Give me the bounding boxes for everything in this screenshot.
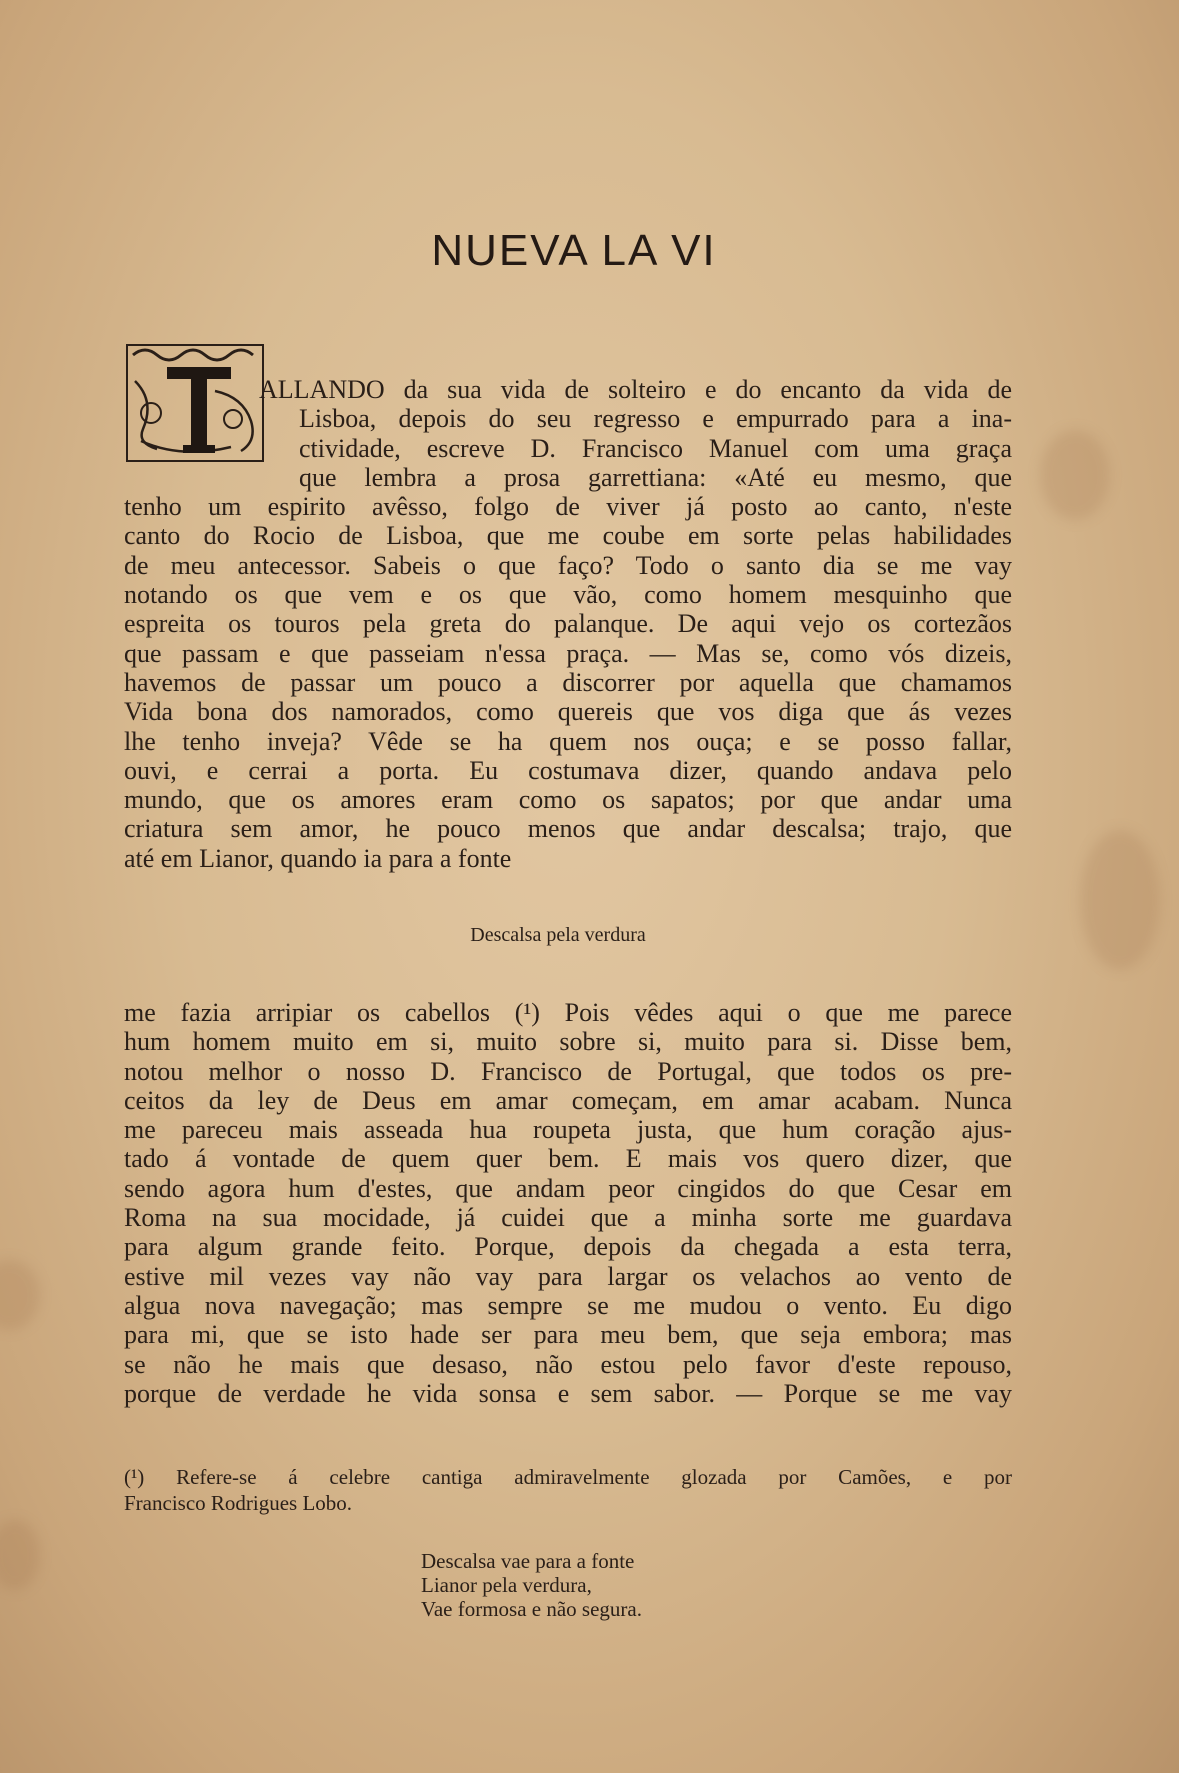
text-line: me pareceu mais asseada hua roupeta justa, que hum coração ajus- xyxy=(124,1115,1012,1145)
text-line: que lembra a prosa garrettiana: «Até eu mesmo, que xyxy=(299,462,1012,492)
opening-paragraph xyxy=(124,375,1012,873)
text-line: ouvi, e cerrai a porta. Eu costumava dizer, quando andava pelo xyxy=(124,755,1012,785)
text-line: ceitos da ley de Deus em amar começam, em amar acabam. Nunca xyxy=(124,1085,1012,1115)
text-line: para algum grande feito. Porque, depois da chegada a esta terra, xyxy=(124,1232,1012,1262)
verse-line: Descalsa vae para a fonte xyxy=(421,1549,635,1573)
verse-quote: Descalsa pela verdura xyxy=(470,924,646,946)
text-line: mundo, que os amores eram como os sapatos; por que andar uma xyxy=(124,785,1012,815)
text-line: ctividade, escreve D. Francisco Manuel com uma graça xyxy=(299,433,1012,463)
text-line: até em Lianor, quando ia para a fonte xyxy=(124,843,512,873)
text-line: estive mil vezes vay não vay para largar os velachos ao vento de xyxy=(124,1261,1012,1291)
footnote-line: (¹) Refere-se á celebre cantiga admiravelmente glozada por Camões, e por xyxy=(124,1465,1012,1489)
verse-line: Vae formosa e não segura. xyxy=(421,1597,642,1621)
page-title: NUEVA LA VI xyxy=(431,226,717,275)
text-line: para mi, que se isto hade ser para meu bem, que seja embora; mas xyxy=(124,1320,1012,1350)
text-line: ALLANDO da sua vida de solteiro e do encanto da vida de xyxy=(259,375,1012,404)
text-line: se não he mais que desaso, não estou pelo favor d'este repouso, xyxy=(124,1349,1012,1379)
text-line: me fazia arripiar os cabellos (¹) Pois vêdes aqui o que me parece xyxy=(124,998,1012,1027)
text-line: criatura sem amor, he pouco menos que andar descalsa; trajo, que xyxy=(124,814,1012,844)
text-line: canto do Rocio de Lisboa, que me coube em sorte pelas habilidades xyxy=(124,521,1012,551)
text-line: de meu antecessor. Sabeis o que faço? Todo o santo dia se me vay xyxy=(124,550,1012,580)
text-line: tenho um espirito avêsso, folgo de viver já posto ao canto, n'este xyxy=(124,492,1012,522)
text-line: lhe tenho inveja? Vêde se ha quem nos ouça; e se posso fallar, xyxy=(124,726,1012,756)
text-line: Vida bona dos namorados, como quereis que vos diga que ás vezes xyxy=(124,697,1012,727)
text-line: porque de verdade he vida sonsa e sem sabor. — Porque se me vay xyxy=(124,1378,1012,1408)
text-line: notando os que vem e os que vão, como homem mesquinho que xyxy=(124,580,1012,610)
verse-line: Lianor pela verdura, xyxy=(421,1573,592,1597)
footnote xyxy=(124,1464,1012,1516)
text-line: espreita os touros pela greta do palanque. De aqui vejo os cortezãos xyxy=(124,609,1012,639)
text-line: algua nova navegação; mas sempre se me mudou o vento. Eu digo xyxy=(124,1290,1012,1320)
text-line: Lisboa, depois do seu regresso e empurrado para a ina- xyxy=(299,404,1012,434)
text-line: hum homem muito em si, muito sobre si, muito para si. Disse bem, xyxy=(124,1027,1012,1057)
text-line: sendo agora hum d'estes, que andam peor cingidos do que Cesar em xyxy=(124,1173,1012,1203)
footnote-verse xyxy=(421,1549,642,1621)
text-line: que passam e que passeiam n'essa praça. — Mas se, como vós dizeis, xyxy=(124,638,1012,668)
footnote-line: Francisco Rodrigues Lobo. xyxy=(124,1491,353,1515)
text-line: notou melhor o nosso D. Francisco de Portugal, que todos os pre- xyxy=(124,1056,1012,1086)
text-line: tado á vontade de quem quer bem. E mais vos quero dizer, que xyxy=(124,1144,1012,1174)
second-paragraph xyxy=(124,998,1012,1408)
text-line: havemos de passar um pouco a discorrer por aquella que chamamos xyxy=(124,667,1012,697)
text-line: Roma na sua mocidade, já cuidei que a minha sorte me guardava xyxy=(124,1203,1012,1233)
